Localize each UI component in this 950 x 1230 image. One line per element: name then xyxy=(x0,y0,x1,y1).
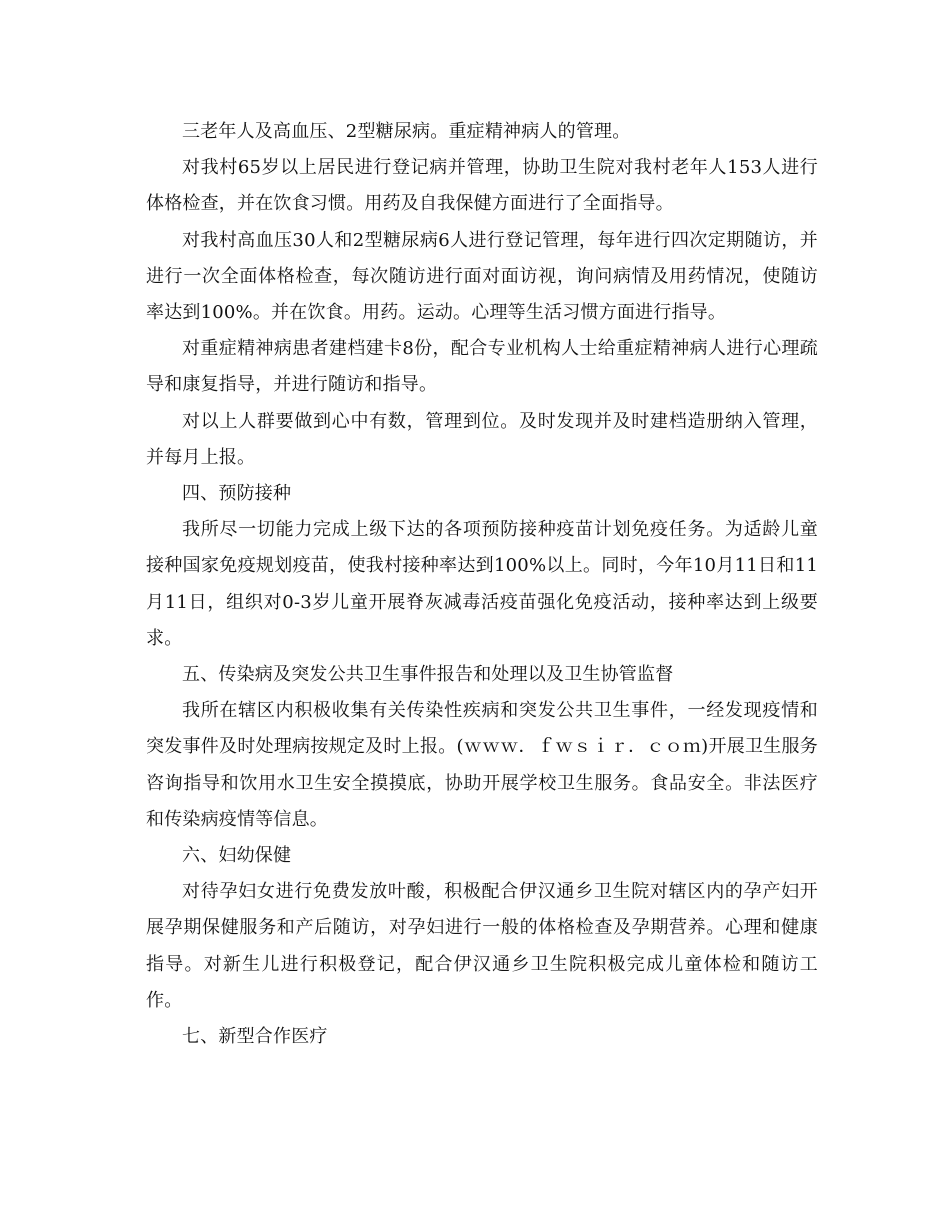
section-heading-maternal-child: 六、妇幼保健 xyxy=(182,845,292,867)
paragraph-maternal-child: 对待孕妇女进行免费发放叶酸，积极配合伊汉通乡卫生院对辖区内的孕产妇开展孕期保健服务和产后随访，对孕妇进行一般的体格检查及孕期营养。心理和健康指导。对新生儿进行积极登记，配合伊汉通乡卫生院积极完成儿童体检和随访工作。 xyxy=(146,881,818,1011)
paragraph-mental-illness: 对重症精神病患者建档建卡8份，配合专业机构人士给重症精神病人进行心理疏导和康复指导，并进行随访和指导。 xyxy=(146,338,818,396)
section-heading-cooperative-medical: 七、新型合作医疗 xyxy=(182,1026,328,1048)
paragraph-vaccination: 我所尽一切能力完成上级下达的各项预防接种疫苗计划免疫任务。为适龄儿童接种国家免疫规划疫苗，使我村接种率达到100%以上。同时，今年10月11日和11月11日，组织对0-3岁儿童开展脊灰减毒活疫苗强化免疫活动，接种率达到上级要求。 xyxy=(146,519,818,649)
paragraph-population-management: 对以上人群要做到心中有数，管理到位。及时发现并及时建档造册纳入管理，并每月上报。 xyxy=(146,410,818,468)
paragraph-hypertension-diabetes: 对我村高血压30人和2型糖尿病6人进行登记管理，每年进行四次定期随访，并进行一次全面体格检查，每次随访进行面对面访视，询问病情及用药情况，使随访率达到100%。并在饮食。用药。运动。心理等生活习惯方面进行指导。 xyxy=(146,229,818,324)
document-body xyxy=(146,114,818,1055)
paragraph-infectious-disease: 我所在辖区内积极收集有关传染性疾病和突发公共卫生事件，一经发现疫情和突发事件及时处理病按规定及时上报。(ｗｗｗ．ｆｗｓｉｒ．ｃｏｍ)开展卫生服务咨询指导和饮用水卫生安全摸摸底，协助开展学校卫生服务。食品安全。非法医疗和传染病疫情等信息。 xyxy=(146,700,818,830)
section-subheading-elderly: 三老年人及高血压、2型糖尿病。重症精神病人的管理。 xyxy=(182,121,631,142)
section-heading-vaccination: 四、预防接种 xyxy=(182,483,292,505)
section-heading-infectious-disease: 五、传染病及突发公共卫生事件报告和处理以及卫生协管监督 xyxy=(182,664,674,686)
paragraph-elderly-registration: 对我村65岁以上居民进行登记病并管理，协助卫生院对我村老年人153人进行体格检查，并在饮食习惯。用药及自我保健方面进行了全面指导。 xyxy=(146,157,818,215)
